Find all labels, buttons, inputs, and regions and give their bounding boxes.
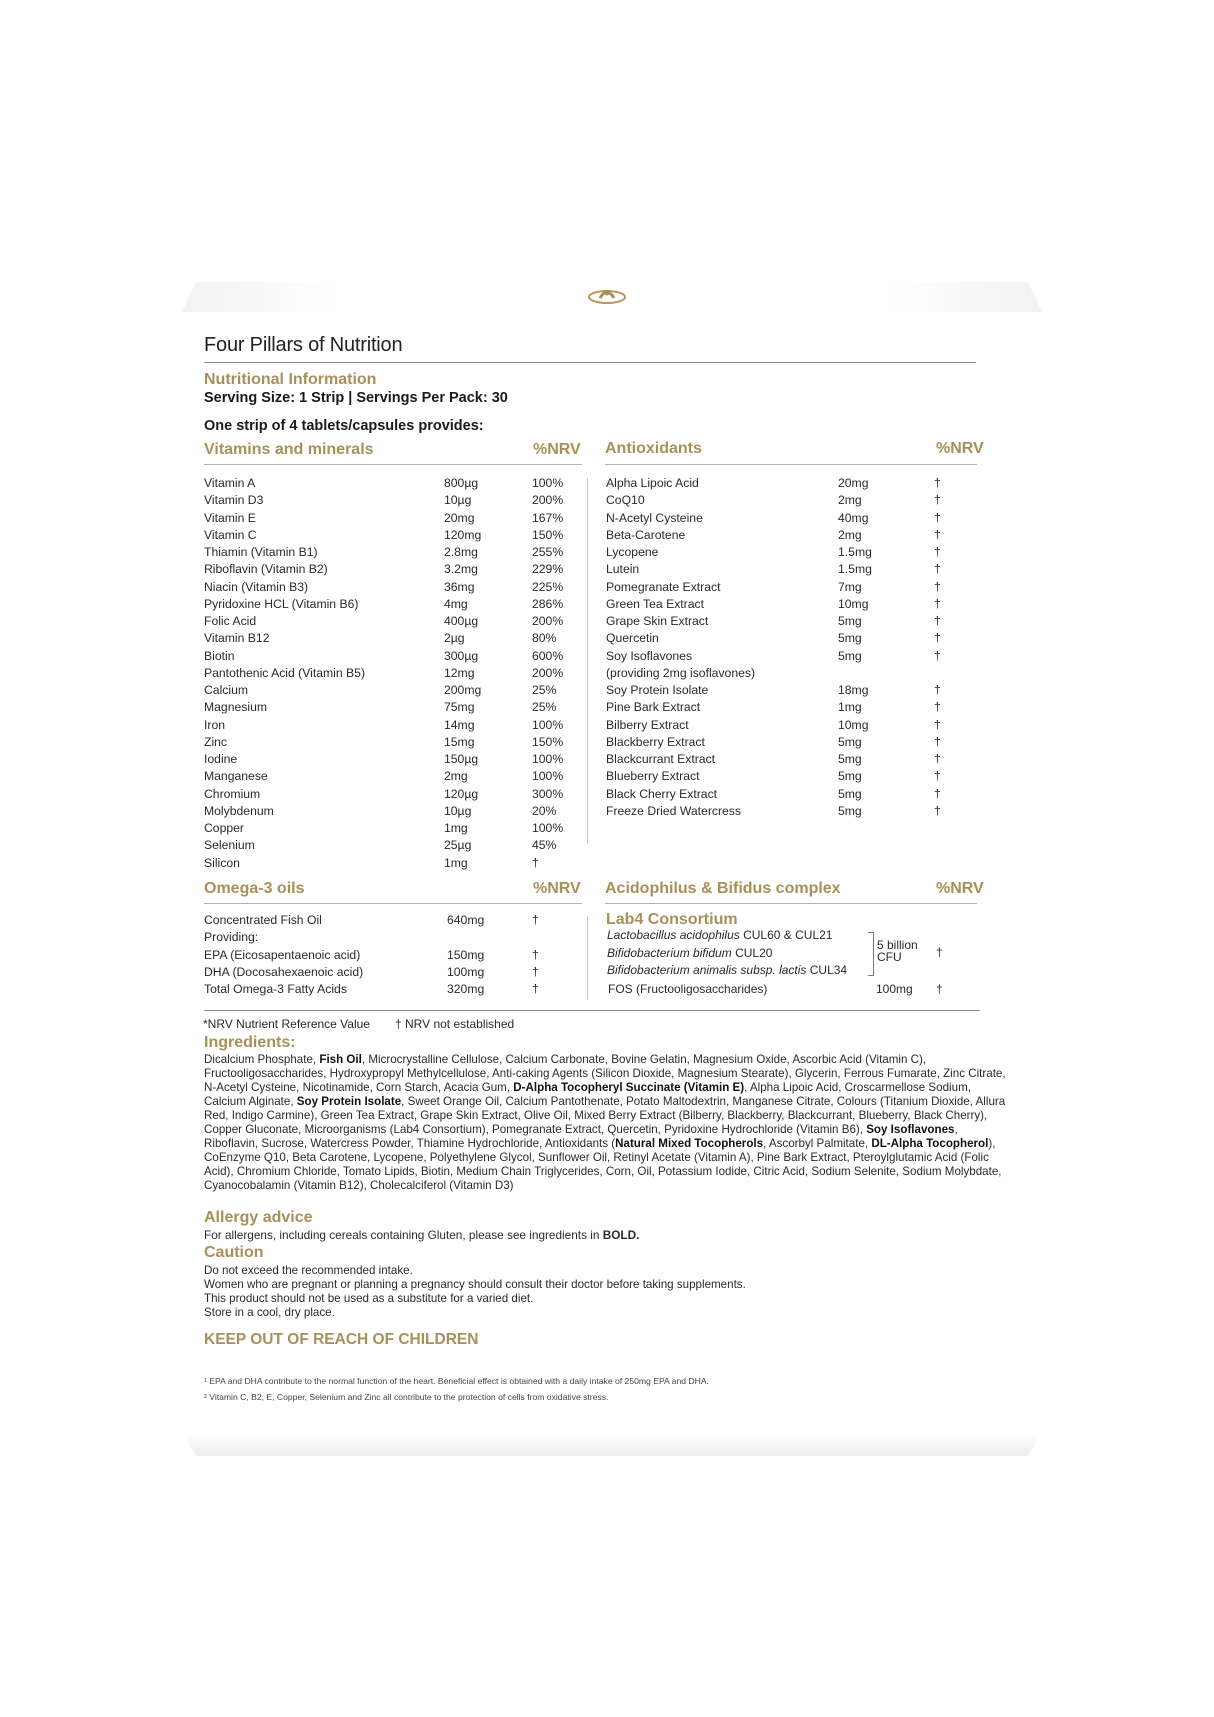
nutrient-amount <box>838 665 934 682</box>
antioxidant-row <box>606 630 964 647</box>
nutrient-name: Calcium <box>204 683 249 697</box>
nutrient-amount: 5mg <box>838 648 862 663</box>
nutrient-amount: 2mg <box>444 769 468 784</box>
fos-name: FOS (Fructooligosaccharides) <box>608 982 768 996</box>
antioxidant-row <box>606 803 964 820</box>
lab4-heading: Lab4 Consortium <box>606 911 738 928</box>
nutrient-amount: 1mg <box>838 700 862 715</box>
allergen-ingredient: Soy Isoflavones <box>866 1123 955 1136</box>
nutrient-nrv: † <box>934 510 941 525</box>
nutrient-amount: 5mg <box>838 752 862 766</box>
antioxidants-nrv-label: %NRV <box>936 440 984 457</box>
nutrient-amount: 320mg <box>447 982 485 996</box>
nutrient-amount: 1.5mg <box>838 545 872 559</box>
tables-bottom-rule <box>204 1010 980 1011</box>
nutrient-amount: 25µg <box>444 838 472 853</box>
nutritional-info-heading: Nutritional Information <box>204 371 377 388</box>
strain-species: Bifidobacterium bifidum <box>607 945 732 960</box>
nutrient-nrv: 100% <box>532 752 564 766</box>
antioxidant-row <box>606 492 964 509</box>
nutrient-nrv: 286% <box>532 596 564 611</box>
vitamin-row <box>204 527 582 544</box>
vitamins-nrv-label: %NRV <box>533 441 581 458</box>
nutrient-name: Zinc <box>204 734 228 749</box>
nutrient-nrv: 100% <box>532 476 564 490</box>
antioxidant-row <box>606 786 964 803</box>
antioxidants-rule <box>605 464 977 465</box>
vitamin-row <box>204 561 582 578</box>
bottom-banner <box>182 1432 1042 1456</box>
allergen-ingredient: Soy Protein Isolate <box>296 1095 402 1108</box>
vitamins-table <box>204 475 582 872</box>
caution-heading: Caution <box>204 1244 264 1261</box>
nutrient-name: Copper <box>204 821 244 835</box>
vitamin-row <box>204 837 582 854</box>
nutrient-name: Soy Protein Isolate <box>606 683 709 697</box>
antioxidant-row <box>606 751 964 768</box>
nutrient-nrv: † <box>934 545 941 559</box>
nutrient-name: Niacin (Vitamin B3) <box>204 579 309 594</box>
vitamin-row <box>204 820 582 837</box>
nutrient-name: Alpha Lipoic Acid <box>606 476 699 490</box>
nutrient-amount: 75mg <box>444 700 475 715</box>
nutrient-nrv: 600% <box>532 648 564 663</box>
allergy-text-body: For allergens, including cereals containing Gluten, please see ingredients in <box>204 1228 603 1242</box>
nutrient-nrv: 100% <box>532 821 564 835</box>
nutrient-nrv: † <box>934 493 941 508</box>
ingredient-text: , Riboflavin, Sucrose, Watercress Powder, Thiamine Hydrochloride, Antioxidants ( <box>204 1123 958 1150</box>
nutrient-amount: 120mg <box>444 527 482 542</box>
strain-item <box>607 962 847 980</box>
antioxidant-row <box>606 561 964 578</box>
nutrient-nrv: † <box>532 947 539 962</box>
nutrient-nrv: † <box>934 527 941 542</box>
antioxidant-row <box>606 579 964 596</box>
footnote-1: ¹ EPA and DHA contribute to the normal function of the heart. Beneficial effect is obtained with a daily intake of 250mg EPA and DHA. <box>204 1376 709 1386</box>
nutrient-nrv: 167% <box>532 510 564 525</box>
acidophilus-heading: Acidophilus & Bifidus complex <box>605 880 841 897</box>
antioxidants-heading: Antioxidants <box>605 440 702 457</box>
nutrient-name: Pyridoxine HCL (Vitamin B6) <box>204 596 359 611</box>
allergen-ingredient: Fish Oil <box>319 1053 362 1066</box>
vitamin-row <box>204 492 582 509</box>
nutrient-amount: 3.2mg <box>444 562 478 577</box>
omega-rule <box>204 903 582 904</box>
ingredient-text: Dicalcium Phosphate, <box>204 1053 320 1066</box>
nutrient-nrv: 200% <box>532 665 564 680</box>
nutrient-name: Magnesium <box>204 700 267 715</box>
nutrient-amount: 40mg <box>838 510 869 525</box>
nutrient-nrv: † <box>934 717 941 732</box>
nutrient-name: Vitamin E <box>204 510 256 525</box>
fos-nrv: † <box>936 982 943 996</box>
nutrient-name: Folic Acid <box>204 614 257 628</box>
nutrient-name: N-Acetyl Cysteine <box>606 510 703 525</box>
cfu-nrv: † <box>936 945 943 959</box>
nutrient-amount: 640mg <box>447 913 485 927</box>
page-title: Four Pillars of Nutrition <box>204 334 403 356</box>
antioxidant-row <box>606 648 964 665</box>
nutrient-nrv: † <box>934 579 941 594</box>
nutrient-name: Molybdenum <box>204 803 274 818</box>
nutrient-amount: 10µg <box>444 493 472 508</box>
serving-size: Serving Size: 1 Strip | Servings Per Pack: 30 <box>204 390 508 406</box>
nutrient-amount: 400µg <box>444 614 479 628</box>
nutrient-amount: 5mg <box>838 803 862 818</box>
nutrient-amount: 10mg <box>838 717 869 732</box>
caution-lines <box>204 1264 746 1320</box>
vitamin-row <box>204 682 582 699</box>
nutrient-amount: 2mg <box>838 527 862 542</box>
nutrient-name: Bilberry Extract <box>606 717 689 732</box>
vitamin-row <box>204 648 582 665</box>
nutrient-name: Blackcurrant Extract <box>606 752 716 766</box>
omega-table <box>204 912 582 998</box>
vitamin-row <box>204 475 582 492</box>
nutrient-nrv: † <box>532 855 539 870</box>
nutrient-amount: 5mg <box>838 769 862 784</box>
vitamin-row <box>204 786 582 803</box>
fos-amount: 100mg <box>876 982 913 996</box>
nutrient-name: Pine Bark Extract <box>606 700 701 715</box>
nutrient-name: Black Cherry Extract <box>606 786 718 801</box>
nutrient-nrv: † <box>934 596 941 611</box>
nutrient-amount: 300µg <box>444 648 479 663</box>
nutrient-name: Thiamin (Vitamin B1) <box>204 545 318 559</box>
vitamin-row <box>204 510 582 527</box>
nutrient-name: Biotin <box>204 648 235 663</box>
omega-row <box>204 947 582 964</box>
strain-code: CUL34 <box>806 963 848 977</box>
nutrient-amount: 7mg <box>838 579 862 594</box>
allergen-ingredient: Natural Mixed Tocopherols <box>615 1137 764 1150</box>
omega-row <box>204 929 582 946</box>
vitamin-row <box>204 596 582 613</box>
antioxidant-row <box>606 544 964 561</box>
nutrient-nrv: † <box>934 803 941 818</box>
vitamin-row <box>204 751 582 768</box>
nutrient-nrv: † <box>934 614 941 628</box>
caution-line: Store in a cool, dry place. <box>204 1306 335 1319</box>
vitamin-row <box>204 855 582 872</box>
omega-row <box>204 981 582 998</box>
nutrient-amount: 10mg <box>838 596 869 611</box>
acidophilus-rule <box>605 903 977 904</box>
nutrient-name: EPA (Eicosapentaenoic acid) <box>204 947 361 962</box>
ingredients-heading: Ingredients: <box>204 1034 296 1051</box>
nutrient-nrv: † <box>934 476 941 490</box>
nutrient-nrv: † <box>934 648 941 663</box>
omega-row <box>204 964 582 981</box>
nutrient-amount: 18mg <box>838 683 869 697</box>
nutrient-nrv: 200% <box>532 614 564 628</box>
nutrient-nrv: 45% <box>532 838 557 853</box>
allergen-ingredient: DL-Alpha Tocopherol <box>871 1137 989 1150</box>
cfu-line-1: 5 billion <box>877 938 918 952</box>
vitamin-row <box>204 665 582 682</box>
nutrient-amount: 4mg <box>444 596 468 611</box>
nutrient-nrv: 100% <box>532 717 564 732</box>
nutrient-nrv: † <box>934 562 941 577</box>
nutrient-nrv: 200% <box>532 493 564 508</box>
nutrient-name: (providing 2mg isoflavones) <box>606 665 756 680</box>
nutrient-name: Soy Isoflavones <box>606 648 693 663</box>
vitamin-row <box>204 579 582 596</box>
nutrient-name: Vitamin B12 <box>204 631 270 646</box>
strain-code: CUL60 & CUL21 <box>739 928 833 942</box>
nutrient-amount: 2mg <box>838 493 862 508</box>
nutrient-nrv: 300% <box>532 786 564 801</box>
antioxidant-row <box>606 475 964 492</box>
nutrient-name: Total Omega-3 Fatty Acids <box>204 982 347 996</box>
nutrient-amount: 2.8mg <box>444 545 478 559</box>
ingredient-text: ), CoEnzyme Q10, Beta Carotene, Lycopene, Polyethylene Glycol, Sunflower Oil, Retinyl Acetate (Vitamin A), Pine Bark Extract, Pteroylglutamic Acid (Folic Acid), Chromium Chloride, Tomato Lipids, Biotin, Medium Chain Triglycerides, Corn, Oil, Potassium Iodide, Citric Acid, Sodium Selenite, Sodium Molybdate, Cyanocobalamin (Vitamin B12), Cholecalciferol (Vitamin D3) <box>204 1137 1002 1192</box>
column-divider-top <box>587 478 588 844</box>
nutrient-nrv: 255% <box>532 545 564 559</box>
nutrient-amount: 5mg <box>838 734 862 749</box>
nutrient-nrv: † <box>934 769 941 784</box>
nutrient-name: Silicon <box>204 855 240 870</box>
allergy-heading: Allergy advice <box>204 1209 313 1226</box>
nutrient-name: Iodine <box>204 752 238 766</box>
nutrient-amount: 14mg <box>444 717 475 732</box>
cfu-amount <box>877 939 918 963</box>
nutrient-name: Concentrated Fish Oil <box>204 913 322 927</box>
antioxidants-table <box>606 475 964 820</box>
nutrient-nrv: 25% <box>532 683 557 697</box>
nutrient-name: Blackberry Extract <box>606 734 705 749</box>
allergy-text <box>204 1228 639 1242</box>
vitamin-row <box>204 768 582 785</box>
nutrient-name: CoQ10 <box>606 493 645 508</box>
caution-line: Women who are pregnant or planning a pregnancy should consult their doctor before taking supplements. <box>204 1278 746 1291</box>
nutrient-nrv: 80% <box>532 631 557 646</box>
strain-item <box>607 945 847 963</box>
nutrient-nrv: † <box>532 913 539 927</box>
keep-out-warning: KEEP OUT OF REACH OF CHILDREN <box>204 1331 479 1348</box>
nutrient-amount: 800µg <box>444 476 479 490</box>
nutrient-nrv: 20% <box>532 803 557 818</box>
nutrient-name: Manganese <box>204 769 268 784</box>
nutrient-amount: 1mg <box>444 855 468 870</box>
brand-monogram-icon <box>586 284 628 306</box>
strain-item <box>607 927 847 945</box>
nutrient-amount: 15mg <box>444 734 475 749</box>
nutrient-nrv: 100% <box>532 769 564 784</box>
nutrient-amount: 150mg <box>447 947 485 962</box>
nutrient-name: Selenium <box>204 838 255 853</box>
nutrient-name: Providing: <box>204 930 259 945</box>
vitamins-heading: Vitamins and minerals <box>204 441 374 458</box>
nutrient-name: Pantothenic Acid (Vitamin B5) <box>204 665 366 680</box>
caution-line: This product should not be used as a substitute for a varied diet. <box>204 1292 534 1305</box>
vitamin-row <box>204 699 582 716</box>
caution-line: Do not exceed the recommended intake. <box>204 1264 413 1277</box>
legend-dagger: † NRV not established <box>395 1017 515 1031</box>
nutrient-nrv: † <box>934 700 941 715</box>
vitamin-row <box>204 544 582 561</box>
vitamin-row <box>204 803 582 820</box>
antioxidant-row <box>606 510 964 527</box>
nutrient-name: Blueberry Extract <box>606 769 700 784</box>
nutrient-nrv: † <box>934 786 941 801</box>
nutrient-nrv: † <box>934 734 941 749</box>
nutrient-name: Vitamin A <box>204 476 256 490</box>
nutrient-nrv: 25% <box>532 700 557 715</box>
strain-list <box>607 927 847 980</box>
antioxidant-row <box>606 768 964 785</box>
nutrient-amount: 5mg <box>838 614 862 628</box>
nutrient-nrv: † <box>532 964 539 979</box>
antioxidant-row <box>606 699 964 716</box>
nutrient-amount: 120µg <box>444 786 479 801</box>
nutrient-amount: 5mg <box>838 631 862 646</box>
strain-code: CUL20 <box>731 945 773 960</box>
cfu-bracket <box>868 932 874 976</box>
nutrient-name: Vitamin C <box>204 527 257 542</box>
nutrient-name: Riboflavin (Vitamin B2) <box>204 562 328 577</box>
nutrient-nrv: † <box>934 752 941 766</box>
nutrient-nrv <box>532 929 582 946</box>
nutrient-nrv: † <box>934 683 941 697</box>
nutrient-name: DHA (Docosahexaenoic acid) <box>204 964 364 979</box>
strain-species: Bifidobacterium animalis subsp. lactis <box>607 963 807 977</box>
antioxidant-row <box>606 613 964 630</box>
nutrient-amount: 10µg <box>444 803 472 818</box>
antioxidant-row <box>606 665 964 682</box>
vitamin-row <box>204 613 582 630</box>
antioxidant-row <box>606 596 964 613</box>
column-divider-bottom <box>587 916 588 1000</box>
antioxidant-row <box>606 717 964 734</box>
nutrient-name: Iron <box>204 717 226 732</box>
nutrient-amount: 36mg <box>444 579 475 594</box>
nutrient-amount: 1.5mg <box>838 562 872 577</box>
title-rule <box>204 362 976 363</box>
nutrient-amount: 100mg <box>447 964 485 979</box>
acidophilus-nrv-label: %NRV <box>936 880 984 897</box>
nutrient-name: Lycopene <box>606 545 659 559</box>
nutrient-amount <box>447 929 532 946</box>
antioxidant-row <box>606 682 964 699</box>
nutrient-name: Beta-Carotene <box>606 527 686 542</box>
vitamin-row <box>204 630 582 647</box>
nutrient-nrv: 225% <box>532 579 564 594</box>
vitamins-rule <box>204 464 582 465</box>
nutrient-amount: 5mg <box>838 786 862 801</box>
strain-species: Lactobacillus acidophilus <box>607 928 740 942</box>
nutrient-nrv: † <box>934 631 941 646</box>
nutrient-nrv: 150% <box>532 527 564 542</box>
allergen-ingredient: D-Alpha Tocopheryl Succinate (Vitamin E) <box>513 1081 745 1094</box>
nutrient-nrv: † <box>532 982 539 996</box>
nutrient-name: Quercetin <box>606 631 659 646</box>
nutrient-amount: 150µg <box>444 752 479 766</box>
nutrient-nrv: 229% <box>532 562 564 577</box>
antioxidant-row <box>606 734 964 751</box>
cfu-line-2: CFU <box>877 950 902 964</box>
nutrient-name: Freeze Dried Watercress <box>606 803 741 818</box>
nutrient-name: Chromium <box>204 786 261 801</box>
vitamin-row <box>204 734 582 751</box>
nutrient-name: Pomegranate Extract <box>606 579 721 594</box>
nutrient-name: Lutein <box>606 562 640 577</box>
ingredient-text: , Alpha Lipoic Acid, Croscarmellose Sodium, Calcium Alginate, <box>204 1081 971 1108</box>
nutrient-nrv: 150% <box>532 734 564 749</box>
vitamin-row <box>204 717 582 734</box>
allergy-text-bold: BOLD. <box>602 1228 640 1242</box>
nutrient-name: Grape Skin Extract <box>606 614 709 628</box>
legend-nrv: *NRV Nutrient Reference Value <box>203 1017 370 1031</box>
ingredient-text: , Sweet Orange Oil, Calcium Pantothenate, Potato Maltodextrin, Manganese Citrate, Colours (Titanium Dioxide, Allura Red, Indigo Carmine), Green Tea Extract, Grape Skin Extract, Olive Oil, Mixed Berry Extract (Bilberry, Blackberry, Blackcurrant, Blueberry, Black Cherry), Copper Gluconate, Microorganisms (Lab4 Consortium), Pomegranate Extract, Quercetin, Pyridoxine Hydrochloride (Vitamin B6), <box>204 1095 1006 1136</box>
ingredient-text: , Microcrystalline Cellulose, Calcium Carbonate, Bovine Gelatin, Magnesium Oxide, Ascorbic Acid (Vitamin C), Fructooligosaccharides, Hydroxypropyl Methylcellulose, Anti-caking Agents (Silicon Dioxide, Magnesium Stearate), Glycerin, Ferrous Fumarate, Zinc Citrate, N-Acetyl Cysteine, Nicotinamide, Corn Starch, Acacia Gum, <box>204 1053 1006 1094</box>
omega-heading: Omega-3 oils <box>204 880 305 897</box>
omega-nrv-label: %NRV <box>533 880 581 897</box>
strip-provides: One strip of 4 tablets/capsules provides: <box>204 418 484 434</box>
nutrient-name: Green Tea Extract <box>606 596 704 611</box>
nutrient-amount: 20mg <box>444 510 475 525</box>
ingredients-text <box>204 1053 1012 1193</box>
antioxidant-row <box>606 527 964 544</box>
ingredient-text: , Ascorbyl Palmitate, <box>763 1137 872 1150</box>
nutrient-name: Vitamin D3 <box>204 493 264 508</box>
nutrient-amount: 200mg <box>444 683 482 697</box>
nutrient-nrv <box>934 665 964 682</box>
nutrient-amount: 1mg <box>444 821 468 835</box>
omega-row <box>204 912 582 929</box>
nutrient-amount: 2µg <box>444 631 465 646</box>
nutrient-amount: 20mg <box>838 476 869 490</box>
nutrient-amount: 12mg <box>444 665 475 680</box>
footnote-2: ² Vitamin C, B2, E, Copper, Selenium and Zinc all contribute to the protection of cells from oxidative stress. <box>204 1392 609 1402</box>
